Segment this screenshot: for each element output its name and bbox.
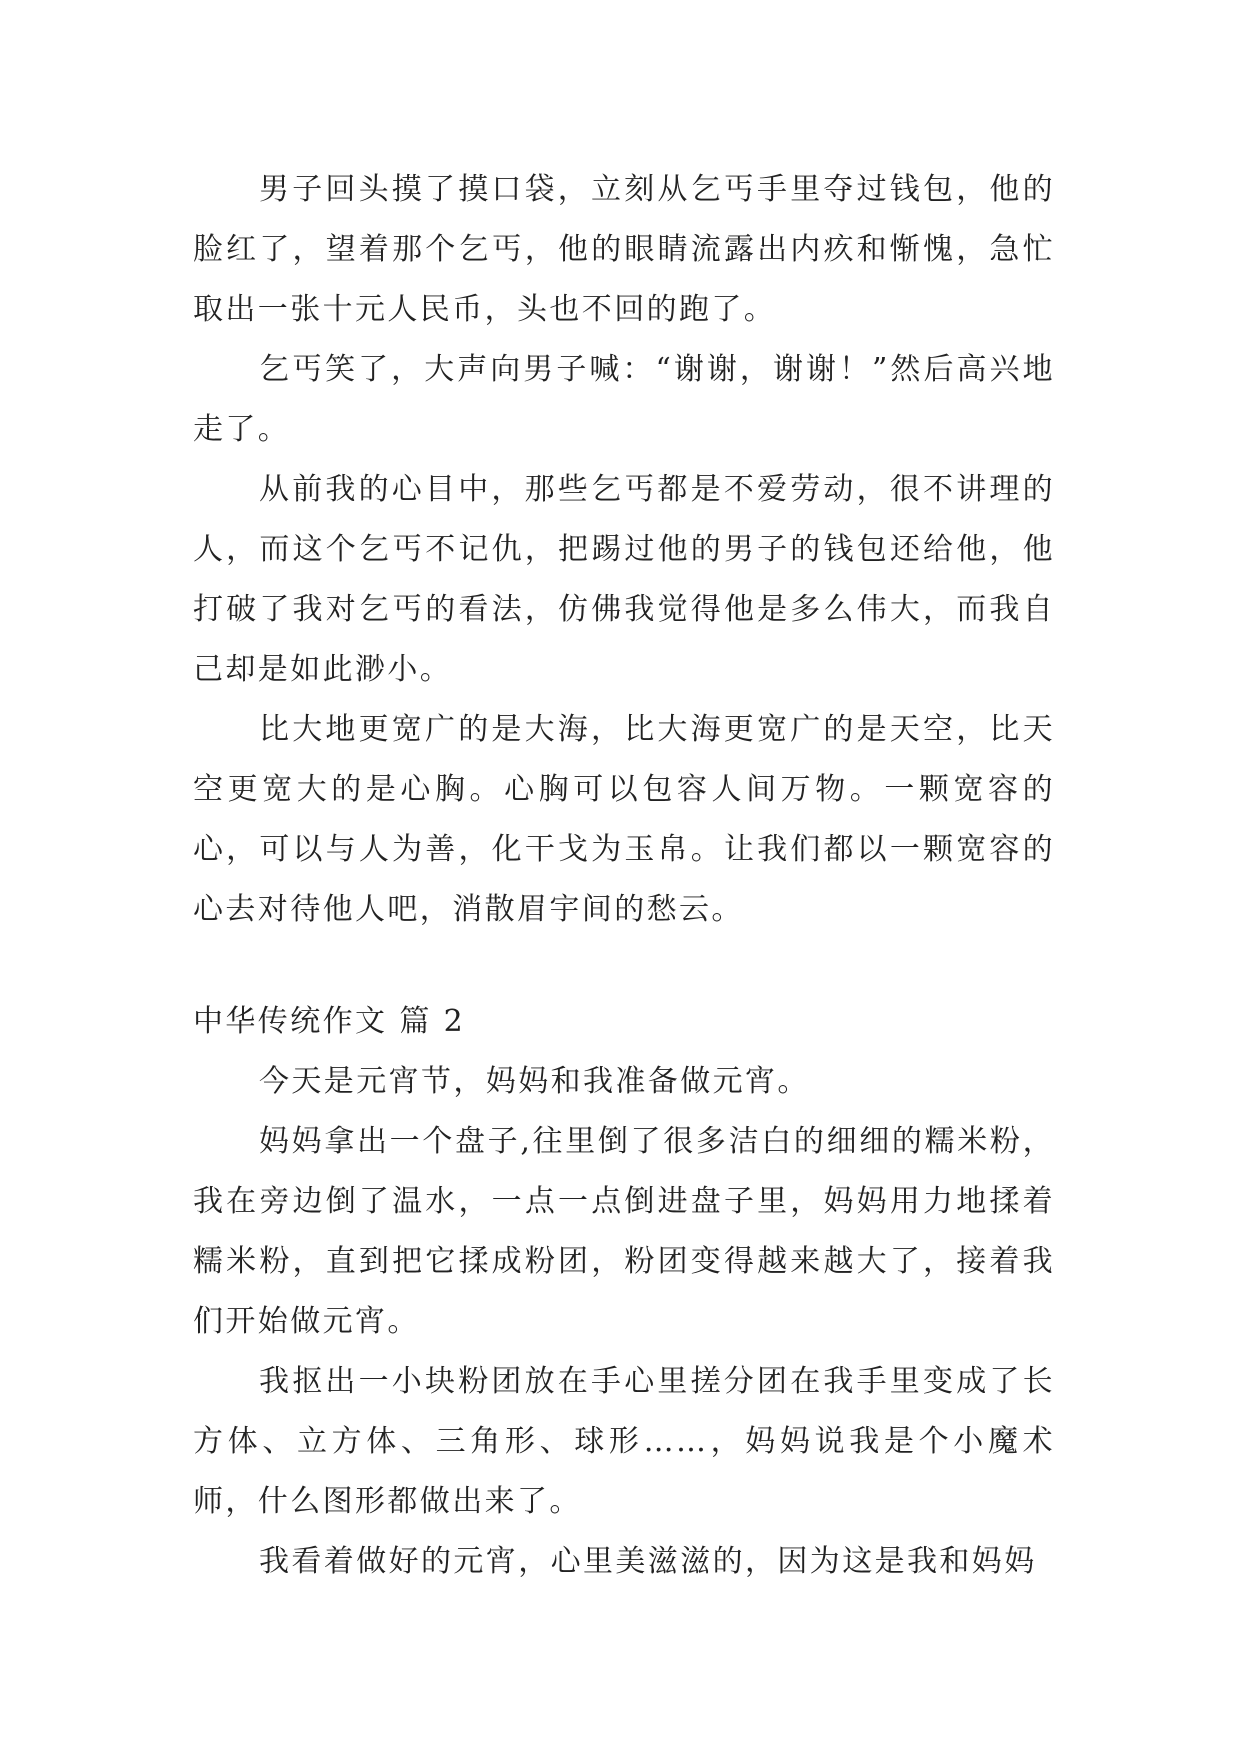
paragraph: 我抠出一小块粉团放在手心里搓分团在我手里变成了长方体、立方体、三角形、球形……，妈妈说我是个小魔术师，什么图形都做出来了。 xyxy=(193,1364,1055,1519)
paragraph: 男子回头摸了摸口袋，立刻从乞丐手里夺过钱包，他的脸红了，望着那个乞丐，他的眼睛流露出内疚和惭愧，急忙取出一张十元人民币，头也不回的跑了。 xyxy=(193,172,1055,327)
paragraph: 从前我的心目中，那些乞丐都是不爱劳动，很不讲理的人，而这个乞丐不记仇，把踢过他的男子的钱包还给他，他打破了我对乞丐的看法，仿佛我觉得他是多么伟大，而我自己却是如此渺小。 xyxy=(193,472,1055,687)
section-heading: 中华传统作文 篇 2 xyxy=(193,1004,466,1039)
paragraph: 我看着做好的元宵，心里美滋滋的，因为这是我和妈妈 xyxy=(259,1544,1037,1579)
paragraph: 今天是元宵节，妈妈和我准备做元宵。 xyxy=(259,1064,810,1099)
document-page xyxy=(193,160,1055,1592)
paragraph: 比大地更宽广的是大海，比大海更宽广的是天空，比天空更宽大的是心胸。心胸可以包容人间万物。一颗宽容的心，可以与人为善，化干戈为玉帛。让我们都以一颗宽容的心去对待他人吧，消散眉宇间的愁云。 xyxy=(193,712,1055,927)
paragraph: 乞丐笑了，大声向男子喊：“谢谢，谢谢！”然后高兴地走了。 xyxy=(193,352,1055,447)
paragraph: 妈妈拿出一个盘子,往里倒了很多洁白的细细的糯米粉，我在旁边倒了温水，一点一点倒进盘子里，妈妈用力地揉着糯米粉，直到把它揉成粉团，粉团变得越来越大了，接着我们开始做元宵。 xyxy=(193,1124,1055,1339)
